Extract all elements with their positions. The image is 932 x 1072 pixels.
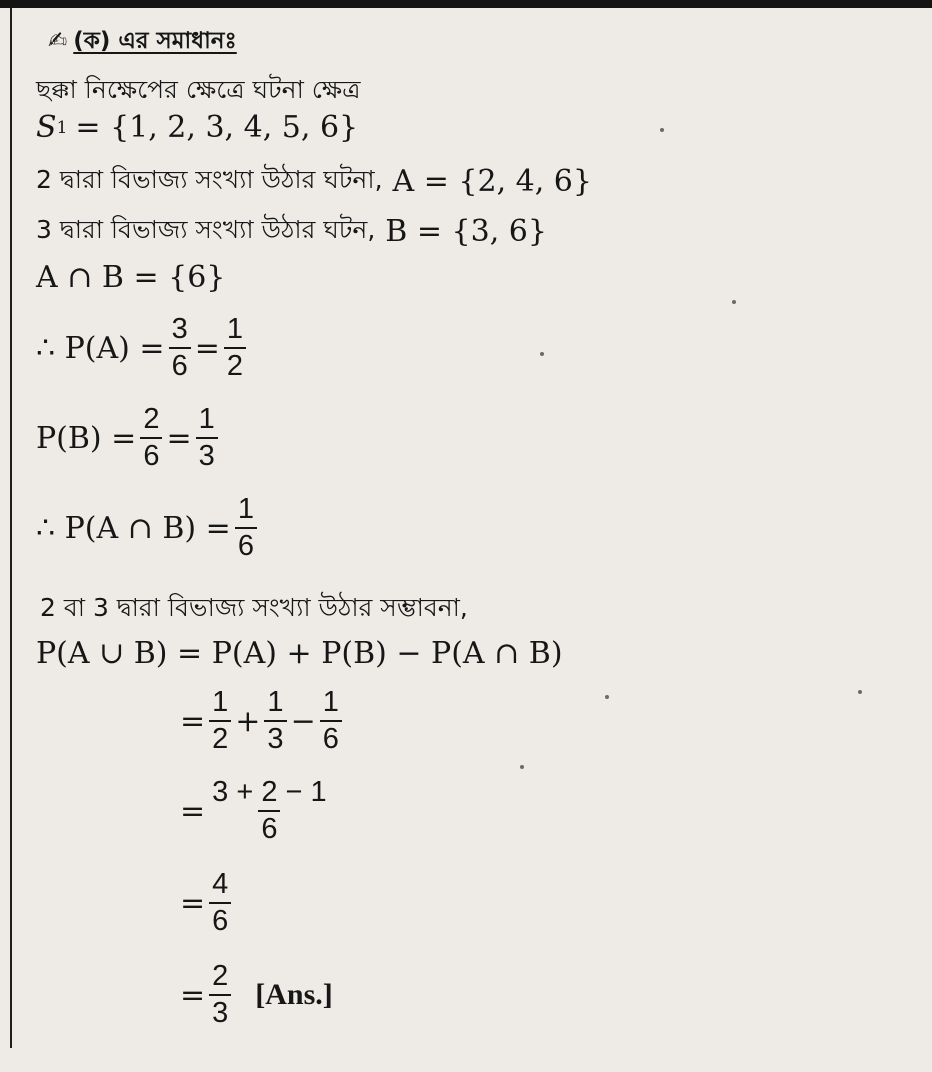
step-3: = $\frac{4}{6}$ <box>180 870 235 936</box>
answer-tag: [Ans.] <box>255 978 333 1011</box>
pa-fraction-2: $\frac{1}{2}$ <box>224 315 246 381</box>
union-label: 2 বা 3 দ্বারা বিভাজ্য সংখ্যা উঠার সম্ভাবনা, <box>40 593 468 622</box>
step2-fraction: $\frac{3 + 2 - 1}{6}$ <box>212 776 327 845</box>
pb-fraction-1: $\frac{2}{6}$ <box>140 405 162 471</box>
step-2: = $\frac{3 + 2 - 1}{6}$ <box>180 778 334 844</box>
heading-text: (ক) এর সমাধানঃ <box>73 28 237 54</box>
event-b-line <box>36 210 547 253</box>
sample-space-label: ছক্কা নিক্ষেপের ক্ষেত্রে ঘটনা ক্ষেত্র <box>36 75 361 104</box>
event-a-set: A = {2, 4, 6} <box>392 164 592 199</box>
pab-lhs: ∴ P(A ∩ B) = <box>36 510 231 546</box>
paper-speck <box>858 690 862 694</box>
pb-fraction-2: $\frac{1}{3}$ <box>196 405 218 471</box>
top-border <box>0 0 932 8</box>
step-1: = $\frac{1}{2}$ + $\frac{1}{3}$ − $\frac{1}{6}$ <box>180 688 346 754</box>
event-a-label: 2 দ্বারা বিভাজ্য সংখ্যা উঠার ঘটনা, <box>36 165 383 194</box>
event-a-line <box>36 160 592 203</box>
pb-line: P(B) = $\frac{2}{6}$ = $\frac{1}{3}$ <box>36 405 222 471</box>
step1-fraction-1: $\frac{1}{2}$ <box>209 688 231 754</box>
left-margin-rule <box>10 8 12 1048</box>
paper-speck <box>520 765 524 769</box>
pa-line: ∴ P(A) = $\frac{3}{6}$ = $\frac{1}{2}$ <box>36 315 250 381</box>
step1-fraction-3: $\frac{1}{6}$ <box>320 688 342 754</box>
union-formula: P(A ∪ B) = P(A) + P(B) − P(A ∩ B) <box>36 636 563 671</box>
intersection-line: A ∩ B = {6} <box>36 260 226 295</box>
step-4: = $\frac{2}{3}$ [Ans.] <box>180 960 333 1029</box>
paper-speck <box>605 695 609 699</box>
pen-icon: ✍ <box>48 28 68 54</box>
step3-fraction: $\frac{4}{6}$ <box>209 870 231 936</box>
paper-speck <box>660 128 664 132</box>
pb-lhs: P(B) = <box>36 420 137 456</box>
solution-heading <box>48 22 237 61</box>
event-b-label: 3 দ্বারা বিভাজ্য সংখ্যা উঠার ঘটন, <box>36 215 376 244</box>
s1-subscript: 1 <box>56 117 68 138</box>
step4-fraction: $\frac{2}{3}$ <box>209 962 231 1028</box>
pab-fraction: $\frac{1}{6}$ <box>235 495 257 561</box>
step1-fraction-2: $\frac{1}{3}$ <box>264 688 286 754</box>
s1-symbol: S <box>36 110 57 145</box>
paper-speck <box>732 300 736 304</box>
pab-line <box>36 495 261 561</box>
event-b-set: B = {3, 6} <box>385 214 547 249</box>
pa-lhs: ∴ P(A) = <box>36 330 165 366</box>
s1-set: = {1, 2, 3, 4, 5, 6} <box>75 110 359 145</box>
paper-speck <box>540 352 544 356</box>
sample-space-line <box>36 110 358 145</box>
pa-fraction-1: $\frac{3}{6}$ <box>169 315 191 381</box>
